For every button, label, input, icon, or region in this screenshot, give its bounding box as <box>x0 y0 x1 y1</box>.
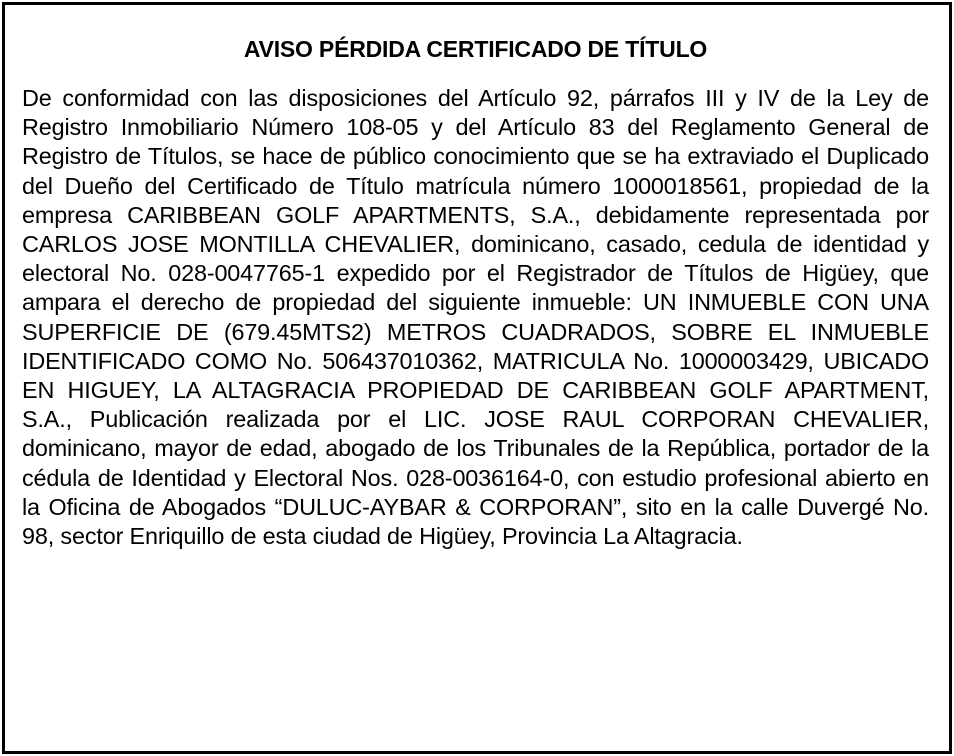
notice-body: De conformidad con las disposiciones del Artículo 92, párrafos III y IV de la Ley de Registro Inmobiliario Número 108-05 y del Artículo 83 del Reglamento General de Registro de Títulos, se hace de público conocimiento que se ha extraviado el Duplicado del Dueño del Certificado de Título matrícula número 1000018561, propiedad de la empresa CARIBBEAN GOLF APARTMENTS, S.A., debidamente representada por CARLOS JOSE MONTILLA CHEVALIER, dominicano, casado, cedula de identidad y electoral No. 028-0047765-1 expedido por el Registrador de Títulos de Higüey, que ampara el derecho de propiedad del siguiente inmueble: UN INMUEBLE CON UNA SUPERFICIE DE (679.45MTS2) METROS CUADRADOS, SOBRE EL INMUEBLE IDENTIFICADO COMO No. 506437010362, MATRICULA No. 1000003429, UBICADO EN HIGUEY, LA ALTAGRACIA PROPIEDAD DE CARIBBEAN GOLF APARTMENT, S.A., Publicación realizada por el LIC. JOSE RAUL CORPORAN CHEVALIER, dominicano, mayor de edad, abogado de los Tribunales de la República, portador de la cédula de Identidad y Electoral Nos. 028-0036164-0, con estudio profesional abierto en la Oficina de Abogados “DULUC-AYBAR & CORPORAN”, sito en la calle Duvergé No. 98, sector Enriquillo de esta ciudad de Higüey, Provincia La Altagracia. <box>22 85 929 550</box>
notice-content <box>22 31 929 551</box>
notice-title: AVISO PÉRDIDA CERTIFICADO DE TÍTULO <box>243 36 708 62</box>
notice-frame <box>2 2 952 754</box>
